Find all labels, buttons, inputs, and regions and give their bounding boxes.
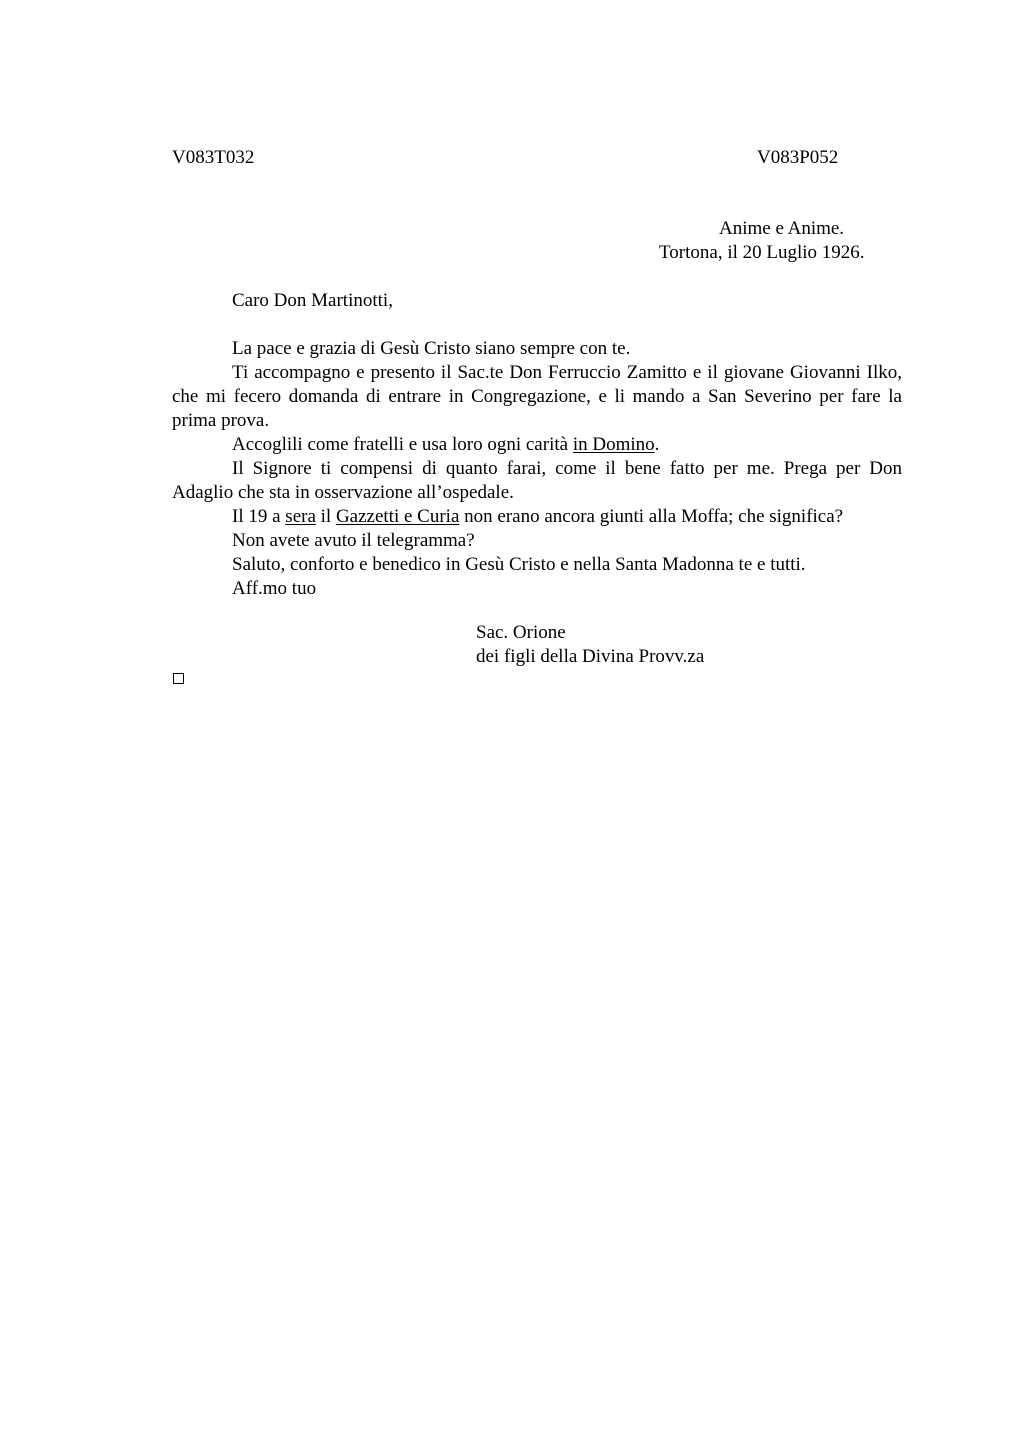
underlined-in-domino: in Domino [572,434,655,455]
signature-name: Sac. Orione [476,622,566,643]
welcome-punctuation: . [654,434,660,455]
paragraph-presentation: Ti accompagno e presento il Sac.te Don Ferruccio Zamitto e il giovane Giovanni Ilko, che mi fecero domanda di entrare in Congregazione, e li mando a San Severino per fare la prima prova. [172,362,902,431]
signature-title: dei figli della Divina Provv.za [476,646,705,667]
place-and-date: Tortona, il 20 Luglio 1926. [659,242,865,263]
paragraph-greeting: La pace e grazia di Gesù Cristo siano sempre con te. [232,338,631,359]
paragraph-welcome [172,433,902,457]
newspapers-text-a: Il 19 a [232,506,286,527]
paragraph-closing-blessing: Saluto, conforto e benedico in Gesù Cristo e nella Santa Madonna te e tutti. [232,554,806,575]
paragraph-valediction: Aff.mo tuo [232,578,317,599]
newspapers-text-c: non erano ancora giunti alla Moffa; che significa? [459,506,844,527]
welcome-text: Accoglili come fratelli e usa loro ogni carità [232,434,573,455]
letter-body [172,337,902,601]
motto: Anime e Anime. [719,218,845,239]
salutation: Caro Don Martinotti, [232,290,393,311]
newspapers-text-b: il [315,506,336,527]
paragraph-blessing-request: Il Signore ti compensi di quanto farai, come il bene fatto per me. Prega per Don Adaglio che sta in osservazione all’ospedale. [172,458,902,503]
paragraph-telegram: Non avete avuto il telegramma? [232,530,475,551]
empty-square-icon [173,673,184,684]
reference-code-right: V083P052 [757,147,839,168]
underlined-sera: sera [285,506,316,527]
paragraph-newspapers [172,505,902,529]
underlined-gazzetti-curia: Gazzetti e Curia [335,506,460,527]
reference-code-left: V083T032 [172,147,255,168]
